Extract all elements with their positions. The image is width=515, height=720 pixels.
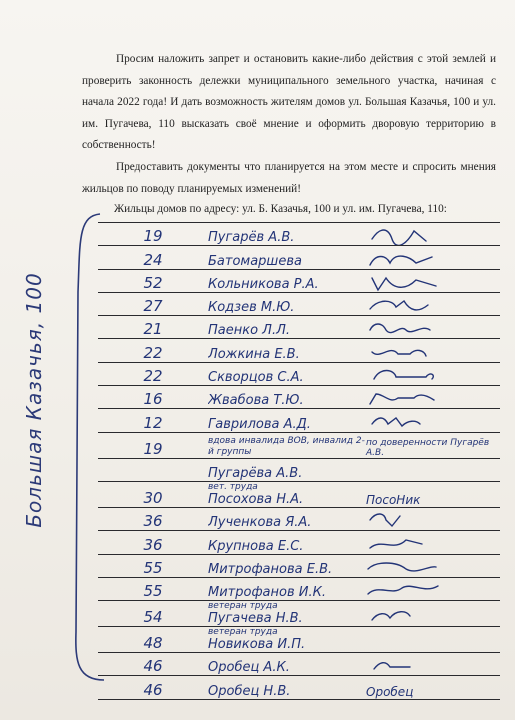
signature-row	[98, 676, 500, 699]
resident-name	[208, 316, 366, 339]
apartment-number: 36	[98, 531, 208, 554]
resident-name-text: Новикова И.П.	[208, 637, 306, 653]
resident-name	[208, 292, 366, 315]
signature-row	[98, 269, 500, 292]
signature-cell	[366, 507, 500, 530]
apartment-number: 46	[98, 676, 208, 699]
signature-cell	[366, 362, 500, 385]
signature-cell	[366, 627, 500, 653]
resident-name-text: Пугарёв А.В.	[208, 230, 295, 246]
signature-row	[98, 577, 500, 600]
signature-cell	[366, 653, 500, 676]
apartment-number: 54	[98, 601, 208, 627]
resident-name-text: Жвабова Т.Ю.	[208, 393, 304, 409]
resident-name	[208, 507, 366, 530]
resident-name-text: Оробец А.К.	[208, 660, 290, 676]
resident-name	[208, 676, 366, 699]
apartment-number: 36	[98, 507, 208, 530]
signature-row	[98, 507, 500, 530]
signature-row	[98, 409, 500, 432]
signature-cell	[366, 531, 500, 554]
signature-cell	[366, 676, 500, 699]
apartment-number: 48	[98, 627, 208, 653]
signature-row	[98, 554, 500, 577]
apartment-number: 16	[98, 386, 208, 409]
resident-name-text: Кодзев М.Ю.	[208, 300, 295, 316]
resident-name-text: Паенко Л.Л.	[208, 323, 290, 339]
apartment-number: 46	[98, 653, 208, 676]
resident-name-text: Скворцов С.А.	[208, 370, 304, 386]
signature-cell	[366, 386, 500, 409]
signature-row	[98, 481, 500, 507]
apartment-number: 22	[98, 362, 208, 385]
signature-cell	[366, 409, 500, 432]
resident-name	[208, 223, 366, 246]
signature-cell	[366, 432, 500, 458]
petition-paragraph-2: Предоставить документы что планируется на этом месте и спросить мнения жильцов по поводу планируемых изменений!	[82, 161, 496, 195]
apartment-number: 27	[98, 292, 208, 315]
resident-name-text: Гаврилова А.Д.	[208, 416, 311, 432]
apartment-number: 19	[98, 223, 208, 246]
resident-name	[208, 481, 366, 507]
resident-name-text: Оробец Н.В.	[208, 683, 291, 699]
signature-row	[98, 339, 500, 362]
handwritten-signature	[366, 655, 446, 675]
resident-name	[208, 627, 366, 653]
resident-name-text: Ложкина Е.В.	[208, 346, 300, 362]
resident-name	[208, 409, 366, 432]
signature-row	[98, 316, 500, 339]
resident-name	[208, 458, 366, 481]
resident-name	[208, 554, 366, 577]
signature-row	[98, 246, 500, 269]
handwritten-signature	[366, 225, 446, 245]
resident-name-text: Митрофанов И.К.	[208, 585, 326, 601]
handwritten-signature	[366, 365, 446, 385]
resident-name	[208, 339, 366, 362]
resident-note: ветеран труда	[208, 627, 278, 638]
resident-name-text: Лученкова Я.А.	[208, 515, 312, 531]
handwritten-signature	[366, 388, 446, 408]
residents-address-line: Жильцы домов по адресу: ул. Б. Казачья, 100 и ул. им. Пугачева, 110:	[114, 203, 447, 215]
resident-name	[208, 386, 366, 409]
signature-row	[98, 601, 500, 627]
apartment-number: 24	[98, 246, 208, 269]
resident-name-text: Пугарёва А.В.	[208, 465, 303, 481]
resident-name-text: Батомаршева	[208, 253, 302, 269]
signature-text: по доверенности Пугарёв А.В.	[366, 437, 490, 458]
resident-name	[208, 362, 366, 385]
signature-cell	[366, 292, 500, 315]
side-note-handwritten: Большая Казачья, 100	[22, 272, 46, 528]
signature-cell	[366, 458, 500, 481]
signature-cell	[366, 554, 500, 577]
signature-cell	[366, 481, 500, 507]
resident-name-text: Посохова Н.А.	[208, 491, 304, 507]
apartment-number: 12	[98, 409, 208, 432]
resident-name	[208, 577, 366, 600]
resident-name	[208, 601, 366, 627]
signature-cell	[366, 223, 500, 246]
resident-name	[208, 246, 366, 269]
signature-row	[98, 458, 500, 481]
handwritten-signature	[366, 412, 446, 432]
handwritten-signature	[366, 534, 446, 554]
handwritten-signature	[366, 318, 446, 338]
signature-row	[98, 386, 500, 409]
resident-name	[208, 432, 366, 458]
resident-name	[208, 269, 366, 292]
resident-note: вет. труда	[208, 481, 258, 492]
resident-note: ветеран труда	[208, 601, 278, 612]
signature-table	[98, 222, 500, 700]
signature-cell	[366, 601, 500, 627]
apartment-number: 55	[98, 554, 208, 577]
apartment-number: 22	[98, 339, 208, 362]
signature-row	[98, 362, 500, 385]
handwritten-signature	[366, 342, 446, 362]
resident-name-text: Митрофанова Е.В.	[208, 561, 333, 577]
resident-name-text: Пугачева Н.В.	[208, 611, 303, 627]
handwritten-signature	[366, 272, 446, 292]
signature-cell	[366, 316, 500, 339]
resident-name-text: Кольникова Р.А.	[208, 276, 319, 292]
signature-row	[98, 653, 500, 676]
resident-name	[208, 531, 366, 554]
signature-cell	[366, 339, 500, 362]
handwritten-signature	[366, 510, 446, 530]
signature-row	[98, 292, 500, 315]
apartment-number: 19	[98, 432, 208, 458]
handwritten-signature	[366, 580, 446, 600]
signature-cell	[366, 577, 500, 600]
signature-row	[98, 432, 500, 458]
apartment-number	[98, 458, 208, 481]
petition-paragraph-1: Просим наложить запрет и остановить какие-либо действия с этой землей и проверить законность дележки муниципального земельного участка, начиная с начала 2022 года! И дать возможность жителям домов ул. Большая Казачья, 100 и ул. им. Пугачева, 110 высказать своё мнение и оформить дворовую территорию в собственность!	[82, 53, 496, 151]
handwritten-signature	[366, 249, 446, 269]
signature-text: Оробец	[366, 684, 414, 699]
signature-cell	[366, 246, 500, 269]
resident-name	[208, 653, 366, 676]
handwritten-signature	[366, 295, 446, 315]
apartment-number: 55	[98, 577, 208, 600]
signature-text: ПосоНик	[366, 492, 421, 507]
signature-row	[98, 531, 500, 554]
handwritten-signature	[366, 606, 446, 626]
resident-name-text: Крупнова Е.С.	[208, 538, 304, 554]
signature-row	[98, 223, 500, 246]
apartment-number: 52	[98, 269, 208, 292]
apartment-number: 30	[98, 481, 208, 507]
signature-row	[98, 627, 500, 653]
handwritten-signature	[366, 557, 446, 577]
resident-name-text: вдова инвалида ВОВ, инвалид 2-й группы	[208, 435, 365, 457]
apartment-number: 21	[98, 316, 208, 339]
signature-cell	[366, 269, 500, 292]
